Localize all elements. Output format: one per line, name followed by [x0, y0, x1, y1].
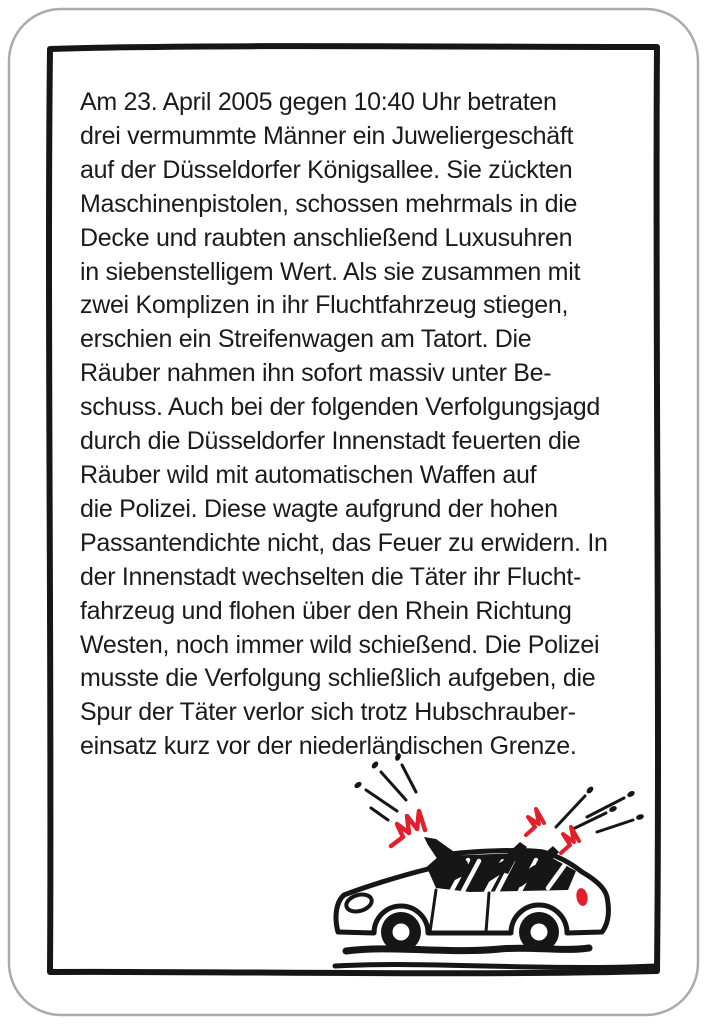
story-line: Maschinenpistolen, schossen mehrmals in die	[80, 189, 578, 218]
story-line: drei vermummte Männer ein Juweliergeschäft	[80, 121, 574, 150]
ground-line-sketch	[335, 965, 655, 968]
story-line: Räuber wild mit automatischen Waffen auf	[80, 460, 537, 489]
story-line: Passantendichte nicht, das Feuer zu erwidern. In	[80, 528, 608, 557]
story-line: musste die Verfolgung schließlich aufgeben, die	[80, 664, 596, 693]
story-text	[80, 86, 646, 764]
story-line: Räuber nahmen ihn sofort massiv unter Be-	[80, 359, 552, 388]
ground-line	[346, 948, 589, 951]
story-line: durch die Düsseldorfer Innenstadt feuerten die	[80, 427, 581, 456]
story-line: schuss. Auch bei der folgenden Verfolgungsjagd	[80, 393, 600, 422]
story-line: Westen, noch immer wild schießend. Die Polizei	[80, 630, 600, 659]
front-wheel	[381, 912, 421, 952]
story-line: Am 23. April 2005 gegen 10:40 Uhr betraten	[80, 88, 557, 116]
story-line: der Innenstadt wechselten die Täter ihr Flucht-	[80, 562, 581, 591]
story-line: erschien ein Streifenwagen am Tatort. Die	[80, 325, 532, 354]
rear-wheel	[519, 912, 559, 952]
story-line: einsatz kurz vor der niederländischen Grenze.	[80, 732, 577, 761]
story-line: Decke und raubten anschließend Luxusuhren	[80, 223, 573, 252]
story-line: in siebenstelligem Wert. Als sie zusammen mit	[80, 257, 581, 286]
story-line: fahrzeug und flohen über den Rhein Richtung	[80, 596, 572, 625]
story-line: die Polizei. Diese wagte aufgrund der hohen	[80, 494, 558, 523]
story-line: auf der Düsseldorfer Königsallee. Sie zückten	[80, 155, 573, 184]
story-line: zwei Komplizen in ihr Fluchtfahrzeug stiegen,	[80, 291, 569, 320]
story-line: Spur der Täter verlor sich trotz Hubschrauber-	[80, 698, 576, 727]
